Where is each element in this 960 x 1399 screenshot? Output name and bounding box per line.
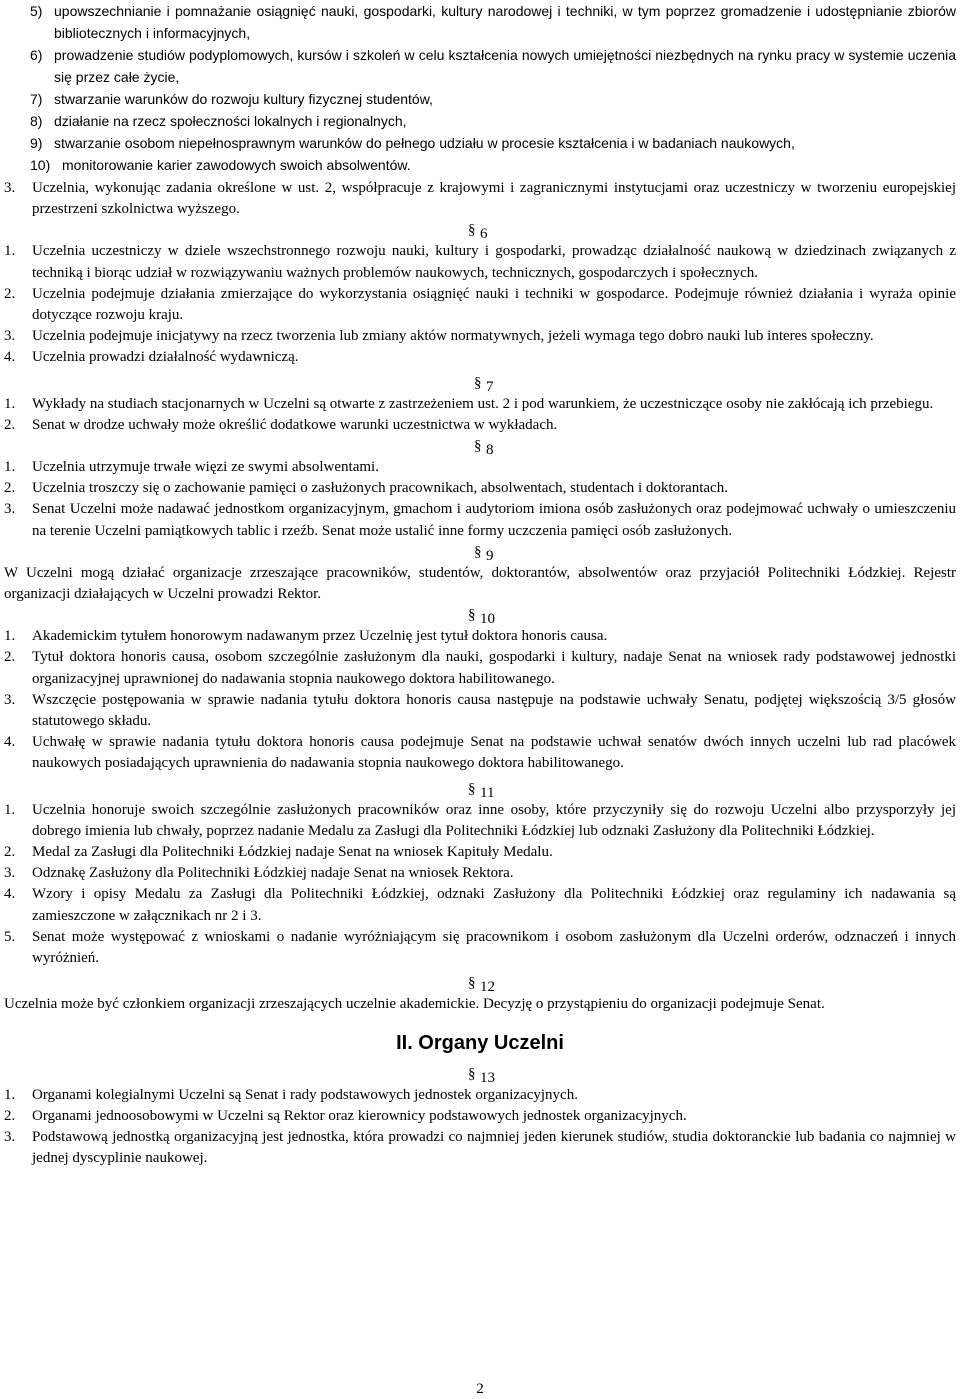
item-number: 1. [4,628,16,645]
item-text: Uczelnia honoruje swoich szczególnie zasłużonych pracowników oraz inne osoby, które przyczyniły się do rozwoju Uczelni albo przysporzyły jej dobrego imienia lub chwały, poprzez nadanie Medalu za Zasługi dla Politechniki Łódzkiej lub odznaki Zasłużony dla Politechniki Łódzkiej. [32,801,956,839]
item-number: 3. [4,328,16,345]
section-heading [4,436,956,457]
item-text: Uchwałę w sprawie nadania tytułu doktora honoris causa podejmuje Senat na podstawie uchwał senatów dwóch innych uczelni lub rad placówek naukowych posiadających uprawnienia do nadawania stopnia naukowego doktora habilitowanego. [32,734,956,772]
list-item [4,690,956,732]
section-number: 9 [486,547,494,564]
item-text: Wykłady na studiach stacjonarnych w Uczelni są otwarte z zastrzeżeniem ust. 2 i pod warunkiem, że uczestniczące osoby nie zakłócają ich przebiegu. [32,395,934,412]
section-sign: § [474,543,482,560]
section-heading [4,605,956,626]
section-sign: § [468,607,476,624]
section-heading [4,373,956,394]
list-item [4,1127,956,1169]
item-number: 1. [4,801,16,818]
item-text: Tytuł doktora honoris causa, osobom szczególnie zasłużonym dla nauki, gospodarki i kultury, nadaje Senat na wniosek rady podstawowej jednostki organizacyjnej uprawnionej do nadawania stopnia naukowego doktora habilitowanego. [32,649,956,687]
item-text: Uczelnia utrzymuje trwałe więzi ze swymi absolwentami. [32,459,379,476]
item-text: Uczelnia prowadzi działalność wydawniczą. [32,349,299,366]
list-item [4,647,956,689]
item-text: Akademickim tytułem honorowym nadawanym przez Uczelnię jest tytuł doktora honoris causa. [32,628,608,645]
list-item [4,800,956,842]
section-heading [4,1064,956,1085]
item-number: 2. [4,649,16,666]
item-text: Organami jednoosobowymi w Uczelni są Rektor oraz kierownicy podstawowych jednostek organizacyjnych. [32,1107,687,1124]
list-item [4,457,956,478]
item-number: 4. [4,886,16,903]
item-number: 4. [4,349,16,366]
item-text: stwarzanie osobom niepełnosprawnym warunków do pełnego udziału w procesie kształcenia i w badaniach naukowych, [54,135,795,151]
list-item [4,884,956,926]
item-text: stwarzanie warunków do rozwoju kultury fizycznej studentów, [54,91,433,107]
item-number: 10) [30,157,51,173]
list-item [4,178,956,220]
item-text: Odznakę Zasłużony dla Politechniki Łódzkiej nadaje Senat na wniosek Rektora. [32,865,514,882]
item-text: Uczelnia troszczy się o zachowanie pamięci o zasłużonych pracownikach, absolwentach, studentach i doktorantach. [32,480,728,497]
list-item [4,284,956,326]
section-heading [4,973,956,994]
list-item [4,110,956,132]
item-text: Wzory i opisy Medalu za Zasługi dla Politechniki Łódzkiej, odznaki Zasłużony dla Politechniki Łódzkiej oraz regulaminy ich nadawania są zamieszczone w załącznikach nr 2 i 3. [32,886,956,924]
item-number: 2. [4,480,16,497]
item-text: prowadzenie studiów podyplomowych, kursów i szkoleń w celu kształcenia nowych umiejętności niezbędnych na rynku pracy w systemie uczenia się przez całe życie, [54,47,956,85]
list-item [4,1085,956,1106]
list-item [4,0,956,44]
item-number: 1. [4,243,16,260]
item-number: 2. [4,844,16,861]
paragraph: W Uczelni mogą działać organizacje zrzeszające pracowników, studentów, doktorantów, absolwentów oraz przyjaciół Politechniki Łódzkiej. Rejestr organizacji działających w Uczelni prowadzi Rektor. [4,564,956,603]
item-number: 3. [4,180,16,196]
item-number: 9) [30,135,43,151]
list-item [4,1106,956,1127]
list-item [4,394,956,415]
list-item [4,499,956,541]
item-text: Senat w drodze uchwały może określić dodatkowe warunki uczestnictwa w wykładach. [32,416,558,433]
section-heading [4,220,956,241]
section-sign: § [474,438,482,455]
section-number: 11 [480,784,495,801]
list-item [4,326,956,347]
item-number: 2. [4,285,16,302]
item-number: 3. [4,691,16,708]
item-number: 5. [4,928,16,945]
document-content [4,0,956,1169]
chapter-heading: II. Organy Uczelni [396,1031,564,1054]
section-sign: § [468,1065,476,1082]
item-number: 3. [4,1128,16,1145]
section-number: 10 [480,611,495,628]
item-number: 2. [4,416,16,433]
section-sign: § [468,780,476,797]
paragraph: Uczelnia może być członkiem organizacji zrzeszających uczelnie akademickie. Decyzję o przystąpieniu do organizacji podejmuje Senat. [4,996,825,1013]
section-number: 8 [486,442,494,459]
section-heading [4,779,956,800]
section-number: 6 [480,226,488,243]
list-item [4,44,956,88]
item-number: 4. [4,734,16,751]
section-number: 12 [480,979,495,996]
item-number: 3. [4,865,16,882]
item-text: Wszczęcie postępowania w sprawie nadania tytułu doktora honoris causa następuje na podstawie uchwały Senatu, podjętej większością 3/5 głosów statutowego składu. [32,691,956,730]
list-item [4,478,956,499]
section-sign: § [468,222,476,239]
item-text: upowszechnianie i pomnażanie osiągnięć nauki, gospodarki, kultury narodowej i techniki, w tym poprzez gromadzenie i udostępnianie zbiorów bibliotecznych i informacyjnych, [54,3,956,41]
list-item [4,88,956,110]
item-text: Uczelnia uczestniczy w dziele wszechstronnego rozwoju nauki, kultury i gospodarki, prowadząc działalność naukową w dziedzinach związanych z techniką i biorąc udział w rozwiązywaniu ważnych problemów naukowych, technicznych, gospodarczych i społecznych. [32,243,956,281]
section-number: 13 [480,1069,495,1086]
item-number: 7) [30,91,43,107]
item-text: Senat może występować z wnioskami o nadanie wyróżniającym się pracownikom i osobom zasłużonym dla Uczelni orderów, odznaczeń i innych wyróżnień. [32,928,956,967]
list-item [4,863,956,884]
item-text: Uczelnia podejmuje inicjatywy na rzecz tworzenia lub zmiany aktów normatywnych, jeżeli wymaga tego dobro nauki lub interes społeczny. [32,328,874,345]
section-number: 7 [486,378,494,395]
item-text: Podstawową jednostką organizacyjną jest jednostka, która prowadzi co najmniej jeden kierunek studiów, studia doktoranckie lub badania co najmniej w jednej dyscyplinie naukowej. [32,1128,956,1167]
section-sign: § [474,374,482,391]
item-text: Uczelnia podejmuje działania zmierzające do wykorzystania osiągnięć nauki i techniki w gospodarce. Podejmuje również działania i wyraża opinie dotyczące rozwoju kraju. [32,285,956,324]
item-text: Uczelnia, wykonując zadania określone w ust. 2, współpracuje z krajowymi i zagranicznymi instytucjami oraz uczestniczy w tworzeniu europejskiej przestrzeni szkolnictwa wyższego. [32,180,956,218]
list-item [4,132,956,154]
item-text: monitorowanie karier zawodowych swoich absolwentów. [62,157,411,173]
item-number: 8) [30,113,43,129]
list-item [4,415,956,436]
item-number: 1. [4,1086,16,1103]
item-number: 2. [4,1107,16,1124]
list-item [4,732,956,774]
item-number: 1. [4,395,16,412]
list-item [4,842,956,863]
list-item [4,927,956,969]
list-item [4,241,956,283]
item-number: 3. [4,501,16,518]
section-sign: § [468,975,476,992]
page-number: 2 [476,1381,484,1397]
item-number: 5) [30,3,43,19]
item-number: 1. [4,459,16,476]
item-text: Senat Uczelni może nadawać jednostkom organizacyjnym, gmachom i audytoriom imiona osób zasłużonych oraz podejmować uchwały o umieszczeniu na terenie Uczelni pamiątkowych tablic i rzeźb. Senat może ustalić inne formy uczczenia pamięci osób zasłużonych. [32,501,956,539]
item-text: działanie na rzecz społeczności lokalnych i regionalnych, [54,113,407,129]
list-item [4,347,956,368]
list-item [4,154,956,176]
list-item [4,626,956,647]
item-text: Organami kolegialnymi Uczelni są Senat i rady podstawowych jednostek organizacyjnych. [32,1086,578,1103]
section-heading [4,542,956,563]
item-text: Medal za Zasługi dla Politechniki Łódzkiej nadaje Senat na wniosek Kapituły Medalu. [32,844,553,861]
item-number: 6) [30,47,43,63]
